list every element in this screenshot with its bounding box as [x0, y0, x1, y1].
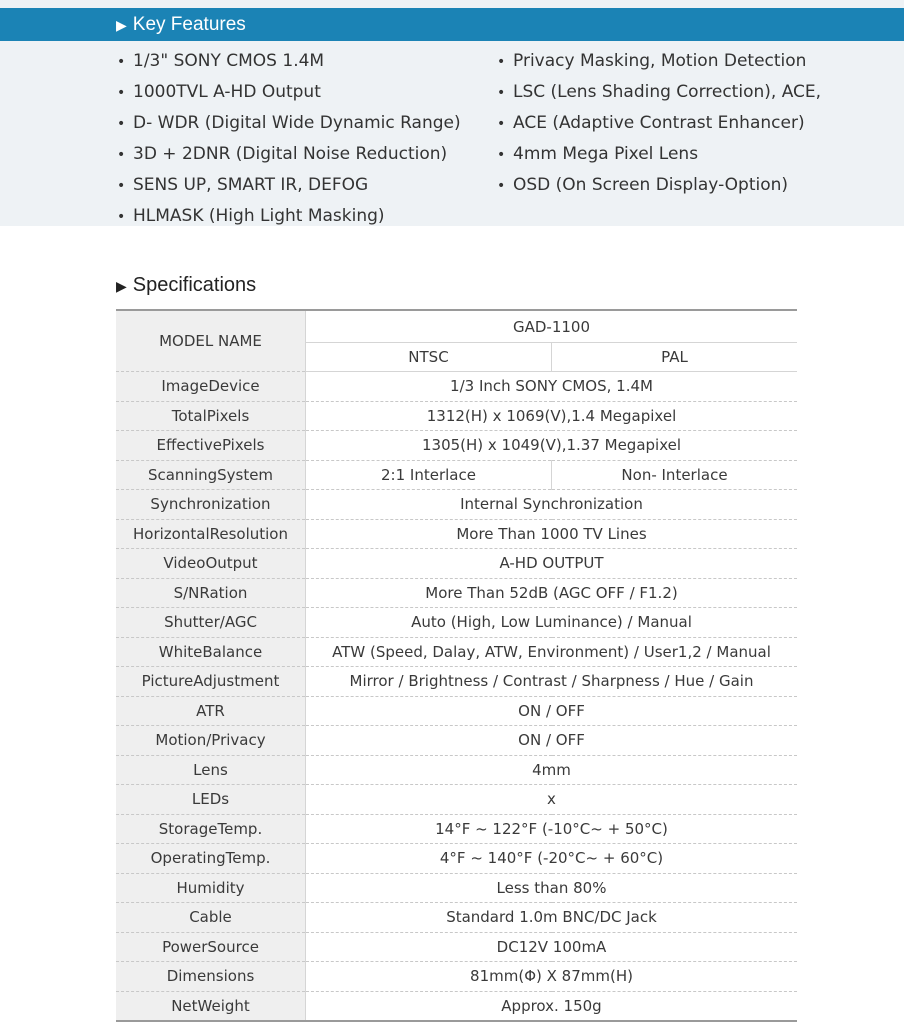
play-triangle-icon: ▶ [116, 278, 127, 294]
spec-label: TotalPixels [116, 401, 306, 431]
table-row [116, 814, 797, 844]
spec-value: x [306, 785, 798, 815]
spec-value: 14°F ~ 122°F (-10°C~ + 50°C) [306, 814, 798, 844]
spec-label: PowerSource [116, 932, 306, 962]
table-row [116, 903, 797, 933]
spec-value-ntsc: 2:1 Interlace [306, 460, 552, 490]
spec-label: OperatingTemp. [116, 844, 306, 874]
spec-label: PictureAdjustment [116, 667, 306, 697]
spec-label: EffectivePixels [116, 431, 306, 461]
spec-value: Auto (High, Low Luminance) / Manual [306, 608, 798, 638]
spec-value: Internal Synchronization [306, 490, 798, 520]
specifications-table [116, 309, 797, 1022]
table-row [116, 844, 797, 874]
list-item [497, 172, 821, 203]
bullet-icon: • [117, 209, 126, 225]
spec-label: S/NRation [116, 578, 306, 608]
list-item [117, 110, 461, 141]
feature-text: LSC (Lens Shading Correction), ACE, [513, 82, 822, 102]
table-row [116, 785, 797, 815]
bullet-icon: • [497, 178, 506, 194]
bullet-icon: • [497, 116, 506, 132]
list-item [497, 79, 821, 110]
spec-value: DC12V 100mA [306, 932, 798, 962]
spec-value: ON / OFF [306, 726, 798, 756]
spec-value: 1/3 Inch SONY CMOS, 1.4M [306, 372, 798, 402]
table-row [116, 667, 797, 697]
feature-text: 1000TVL A-HD Output [133, 82, 321, 102]
key-features-title: ▶ Key Features [116, 8, 246, 41]
table-row [116, 608, 797, 638]
spec-label: Cable [116, 903, 306, 933]
list-item [117, 172, 461, 203]
ntsc-header: NTSC [306, 343, 552, 372]
list-item [497, 110, 821, 141]
bullet-icon: • [117, 54, 126, 70]
spec-value: 4°F ~ 140°F (-20°C~ + 60°C) [306, 844, 798, 874]
table-row [116, 991, 797, 1021]
key-features-right-list [497, 48, 821, 203]
table-row [116, 962, 797, 992]
table-row [116, 372, 797, 402]
spec-value-pal: Non- Interlace [552, 460, 798, 490]
specifications-title: ▶ Specifications [116, 270, 256, 300]
spec-value: 4mm [306, 755, 798, 785]
spec-value: More Than 1000 TV Lines [306, 519, 798, 549]
list-item [497, 141, 821, 172]
bullet-icon: • [497, 85, 506, 101]
feature-text: 1/3" SONY CMOS 1.4M [133, 51, 325, 71]
bullet-icon: • [117, 85, 126, 101]
spec-label: HorizontalResolution [116, 519, 306, 549]
table-row [116, 490, 797, 520]
bullet-icon: • [117, 116, 126, 132]
spec-value: 1305(H) x 1049(V),1.37 Megapixel [306, 431, 798, 461]
spec-value: ON / OFF [306, 696, 798, 726]
table-row [116, 431, 797, 461]
feature-text: D- WDR (Digital Wide Dynamic Range) [133, 113, 461, 133]
table-row [116, 873, 797, 903]
list-item [117, 203, 461, 234]
table-row [116, 696, 797, 726]
spec-label: VideoOutput [116, 549, 306, 579]
feature-text: OSD (On Screen Display-Option) [513, 175, 789, 195]
table-row [116, 549, 797, 579]
spec-label: Synchronization [116, 490, 306, 520]
feature-text: SENS UP, SMART IR, DEFOG [133, 175, 369, 195]
table-row [116, 460, 797, 490]
spec-value: A-HD OUTPUT [306, 549, 798, 579]
feature-text: 3D + 2DNR (Digital Noise Reduction) [133, 144, 448, 164]
spec-label: Humidity [116, 873, 306, 903]
spec-label: NetWeight [116, 991, 306, 1021]
table-row [116, 519, 797, 549]
play-triangle-icon: ▶ [116, 17, 127, 33]
spec-value: ATW (Speed, Dalay, ATW, Environment) / User1,2 / Manual [306, 637, 798, 667]
key-features-left-list [117, 48, 461, 234]
feature-text: HLMASK (High Light Masking) [133, 206, 385, 226]
spec-label: ATR [116, 696, 306, 726]
spec-label: Motion/Privacy [116, 726, 306, 756]
spec-label: ImageDevice [116, 372, 306, 402]
pal-header: PAL [552, 343, 798, 372]
table-row [116, 401, 797, 431]
spec-value: Standard 1.0m BNC/DC Jack [306, 903, 798, 933]
spec-value: 1312(H) x 1069(V),1.4 Megapixel [306, 401, 798, 431]
table-row [116, 932, 797, 962]
spec-label: WhiteBalance [116, 637, 306, 667]
list-item [497, 48, 821, 79]
table-row [116, 637, 797, 667]
table-row [116, 578, 797, 608]
bullet-icon: • [497, 54, 506, 70]
spec-value: Less than 80% [306, 873, 798, 903]
list-item [117, 141, 461, 172]
key-features-header [0, 8, 904, 41]
bullet-icon: • [117, 178, 126, 194]
spec-label: Shutter/AGC [116, 608, 306, 638]
list-item [117, 48, 461, 79]
bullet-icon: • [497, 147, 506, 163]
spec-label: LEDs [116, 785, 306, 815]
spec-value: Approx. 150g [501, 996, 602, 1015]
table-row [116, 310, 797, 343]
model-name-label: MODEL NAME [116, 310, 306, 372]
spec-label: Dimensions [116, 962, 306, 992]
spec-value: 81mm(Φ) X 87mm(H) [306, 962, 798, 992]
spec-label: StorageTemp. [116, 814, 306, 844]
spec-value: More Than 52dB (AGC OFF / F1.2) [306, 578, 798, 608]
spec-label: ScanningSystem [116, 460, 306, 490]
spec-label: Lens [116, 755, 306, 785]
feature-text: Privacy Masking, Motion Detection [513, 51, 807, 71]
table-row [116, 726, 797, 756]
feature-text: ACE (Adaptive Contrast Enhancer) [513, 113, 805, 133]
list-item [117, 79, 461, 110]
table-row [116, 755, 797, 785]
feature-text: 4mm Mega Pixel Lens [513, 144, 699, 164]
spec-value: Mirror / Brightness / Contrast / Sharpness / Hue / Gain [306, 667, 798, 697]
bullet-icon: • [117, 147, 126, 163]
model-name-value: GAD-1100 [306, 310, 798, 343]
